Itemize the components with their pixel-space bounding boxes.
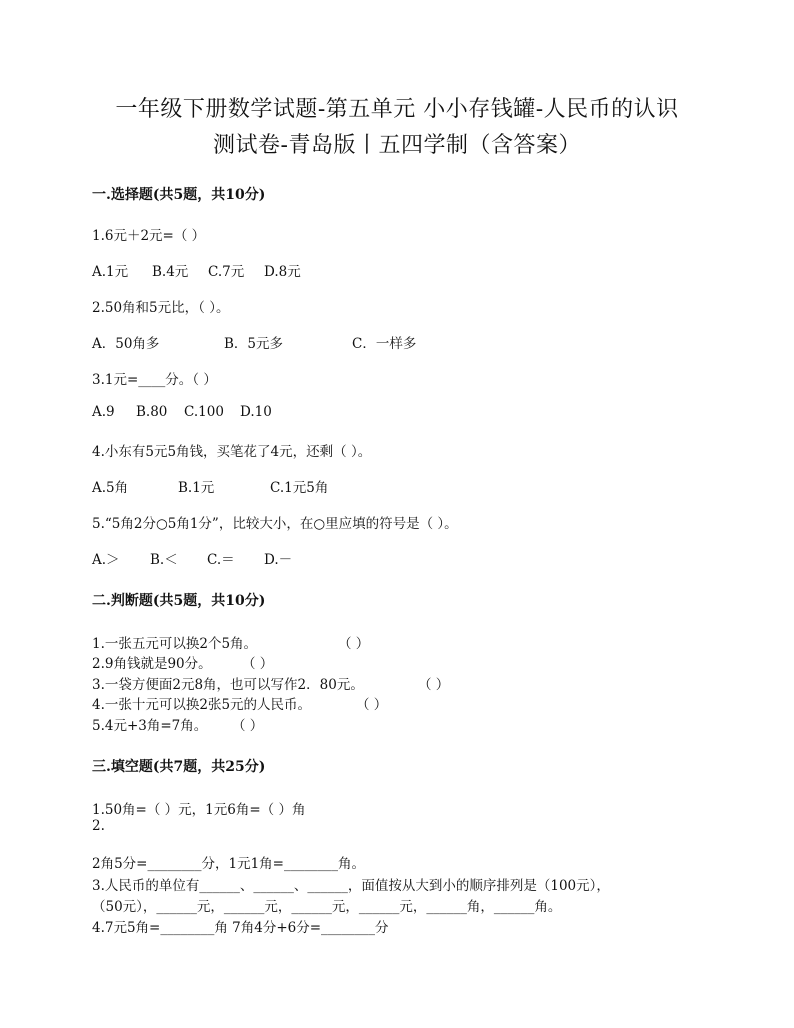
question-3-text: 3.1元=____分。（ ） <box>92 372 217 388</box>
option-a: A.＞ <box>92 552 120 568</box>
judgement-item-1 <box>92 632 369 652</box>
answer-paren: （ ） <box>418 677 450 693</box>
option-c: C．一样多 <box>352 336 417 352</box>
option-d: D.8元 <box>264 264 301 280</box>
fill-question-3-line1: 3.人民币的单位有______、______、______，面值按从大到小的顺序排列是（100元）， <box>92 878 610 894</box>
question-4-text: 4.小东有5元5角钱，买笔花了4元，还剩（ ）。 <box>92 444 372 460</box>
judgement-item-5 <box>92 714 263 734</box>
option-c: C.100 <box>184 404 224 420</box>
section-heading-fill: 三.填空题(共7题，共25分) <box>92 759 266 775</box>
section-heading-choice: 一.选择题(共5题，共10分) <box>92 187 266 203</box>
option-b: B.1元 <box>178 480 215 496</box>
answer-paren: （ ） <box>338 636 370 652</box>
option-c: C.1元5角 <box>270 480 329 496</box>
answer-paren: （ ） <box>356 697 388 713</box>
judgement-text: 3.一袋方便面2元8角，也可以写作2．80元。 <box>92 677 364 693</box>
option-b: B.＜ <box>150 552 178 568</box>
answer-paren: （ ） <box>242 656 274 672</box>
judgement-text: 4.一张十元可以换2张5元的人民币。 <box>92 697 312 713</box>
judgement-item-2 <box>92 652 273 672</box>
section-heading-judgement: 二.判断题(共5题，共10分) <box>92 593 266 609</box>
question-3-options <box>92 404 272 420</box>
question-5-text: 5.“5角2分○5角1分”，比较大小，在○里应填的符号是（ ）。 <box>92 516 458 532</box>
judgement-item-4 <box>92 693 387 713</box>
option-d: D.－ <box>264 552 293 568</box>
judgement-text: 5.4元+3角=7角。 <box>92 718 208 734</box>
option-a: A.1元 <box>92 264 129 280</box>
question-2-text: 2.50角和5元比，（ ）。 <box>92 300 230 316</box>
answer-paren: （ ） <box>232 718 264 734</box>
option-b: B．5元多 <box>224 336 284 352</box>
question-5-options <box>92 548 292 568</box>
question-1-options <box>92 260 301 280</box>
option-b: B.4元 <box>152 264 189 280</box>
fill-question-3-line2: （50元），______元，______元，______元，______元，______角，______角。 <box>92 899 562 915</box>
option-a: A.5角 <box>92 480 129 496</box>
fill-question-1: 1.50角=（ ）元，1元6角=（ ）角 <box>92 802 306 818</box>
judgement-item-3 <box>92 673 449 693</box>
fill-question-2: 2角5分=________分，1元1角=________角。 <box>92 856 365 872</box>
judgement-text: 1.一张五元可以换2个5角。 <box>92 636 258 652</box>
question-1-text: 1.6元＋2元=（ ） <box>92 228 206 244</box>
fill-question-2-number: 2. <box>92 818 105 834</box>
option-a: A.9 <box>92 404 115 420</box>
fill-question-4: 4.7元5角=________角 7角4分+6分=________分 <box>92 920 389 936</box>
option-b: B.80 <box>136 404 168 420</box>
question-4-options <box>92 476 328 496</box>
page-title-line2: 测试卷-青岛版丨五四学制（含答案） <box>213 133 581 158</box>
option-c: C.7元 <box>208 264 245 280</box>
option-d: D.10 <box>240 404 272 420</box>
option-c: C.＝ <box>207 552 235 568</box>
judgement-text: 2.9角钱就是90分。 <box>92 656 212 672</box>
question-2-options <box>92 332 416 352</box>
page-title-line1: 一年级下册数学试题-第五单元 小小存钱罐-人民币的认识 <box>115 97 679 122</box>
option-a: A．50角多 <box>92 336 160 352</box>
